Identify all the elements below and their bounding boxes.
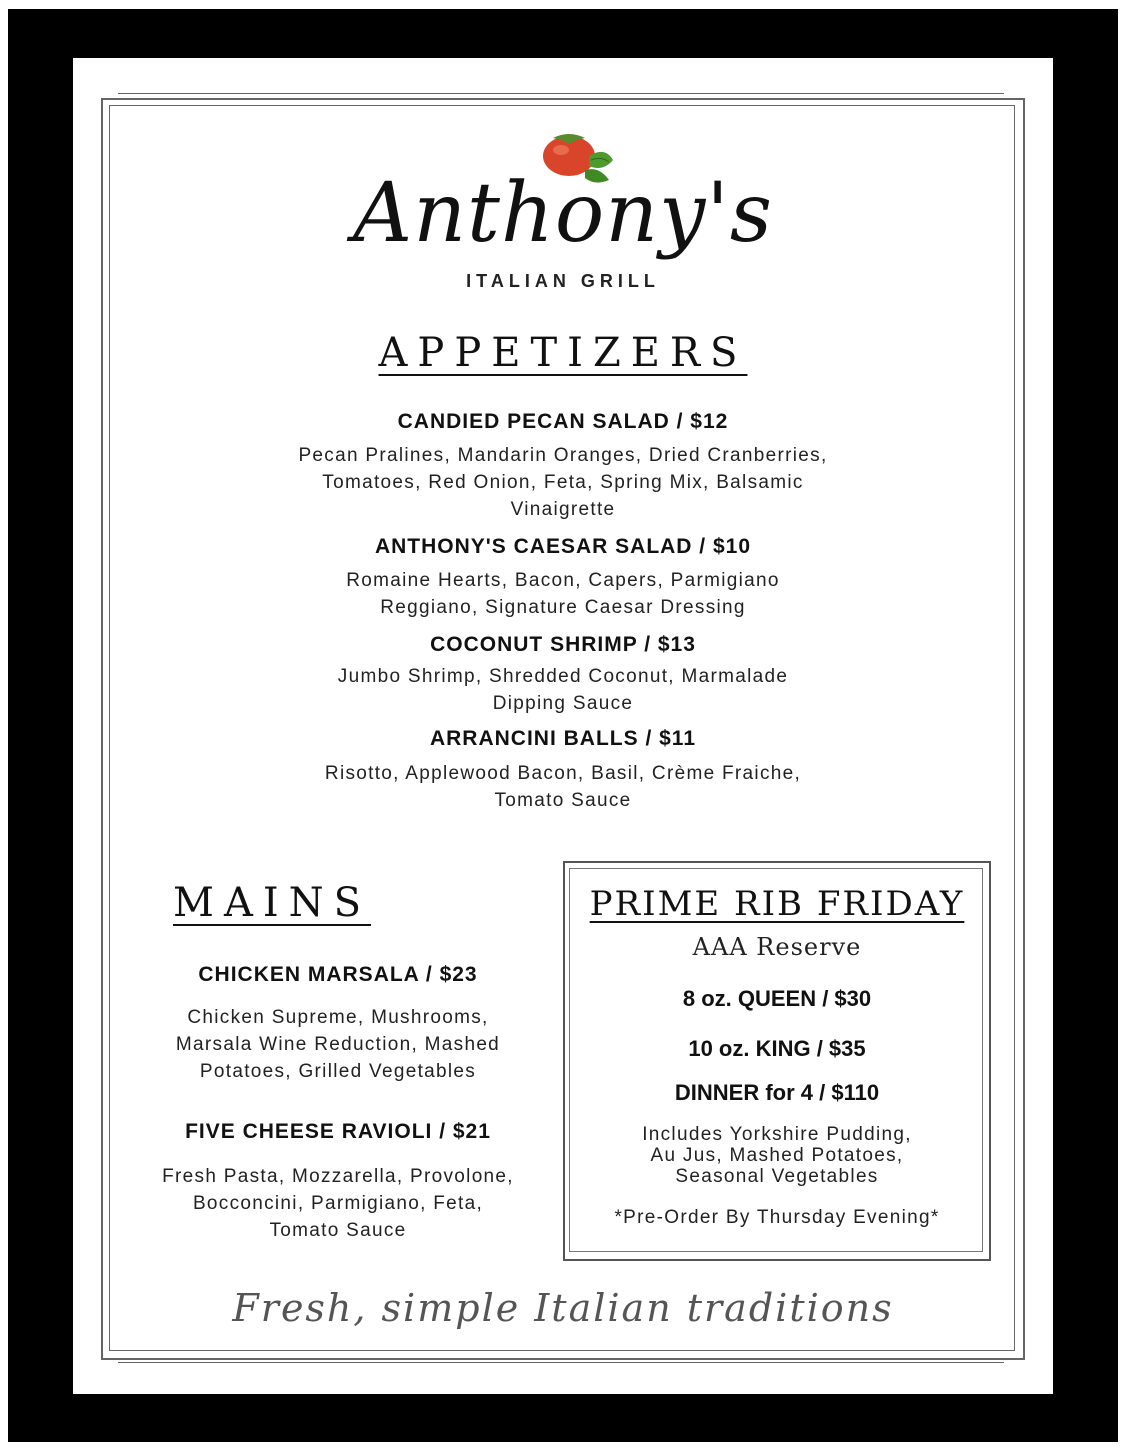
brand-subtitle: ITALIAN GRILL	[466, 271, 660, 291]
prime-rib-option: DINNER for 4 / $110	[674, 1080, 880, 1105]
brand-name: Anthony's	[353, 166, 773, 261]
main-desc: Fresh Pasta, Mozzarella, Provolone, Bocconcini, Parmigiano, Feta, Tomato Sauce	[162, 1166, 514, 1241]
mains-title: MAINS	[173, 880, 372, 926]
appetizer-name: ARRANCINI BALLS / $11	[429, 727, 697, 750]
appetizer-desc: Risotto, Applewood Bacon, Basil, Crème Fraiche, Tomato Sauce	[324, 763, 802, 811]
prime-rib-subtitle: AAA Reserve	[692, 933, 862, 961]
appetizer-desc: Pecan Pralines, Mandarin Oranges, Dried Cranberries, Tomatoes, Red Onion, Feta, Spring Mix, Balsamic Vinaigrette	[298, 445, 828, 520]
main-name: CHICKEN MARSALA / $23	[198, 963, 478, 986]
appetizer-name: COCONUT SHRIMP / $13	[430, 633, 696, 656]
prime-rib-title: PRIME RIB FRIDAY	[589, 884, 965, 924]
appetizer-name: CANDIED PECAN SALAD / $12	[397, 410, 729, 433]
prime-rib-option: 10 oz. KING / $35	[688, 1036, 866, 1061]
appetizer-desc: Romaine Hearts, Bacon, Capers, Parmigiano Reggiano, Signature Caesar Dressing	[346, 570, 780, 618]
menu-page	[73, 58, 1053, 1394]
main-name: FIVE CHEESE RAVIOLI / $21	[185, 1120, 491, 1143]
prime-rib-option: 8 oz. QUEEN / $30	[682, 986, 872, 1011]
prime-rib-includes: Includes Yorkshire Pudding, Au Jus, Mashed Potatoes, Seasonal Vegetables	[642, 1124, 912, 1187]
appetizers-title: APPETIZERS	[378, 330, 748, 376]
appetizer-desc: Jumbo Shrimp, Shredded Coconut, Marmalade Dipping Sauce	[337, 666, 789, 714]
prime-rib-note: *Pre-Order By Thursday Evening*	[614, 1207, 940, 1228]
main-desc: Chicken Supreme, Mushrooms, Marsala Wine Reduction, Mashed Potatoes, Grilled Vegetables	[175, 1007, 501, 1082]
tagline: Fresh, simple Italian traditions	[232, 1286, 894, 1330]
appetizer-name: ANTHONY'S CAESAR SALAD / $10	[374, 535, 752, 558]
